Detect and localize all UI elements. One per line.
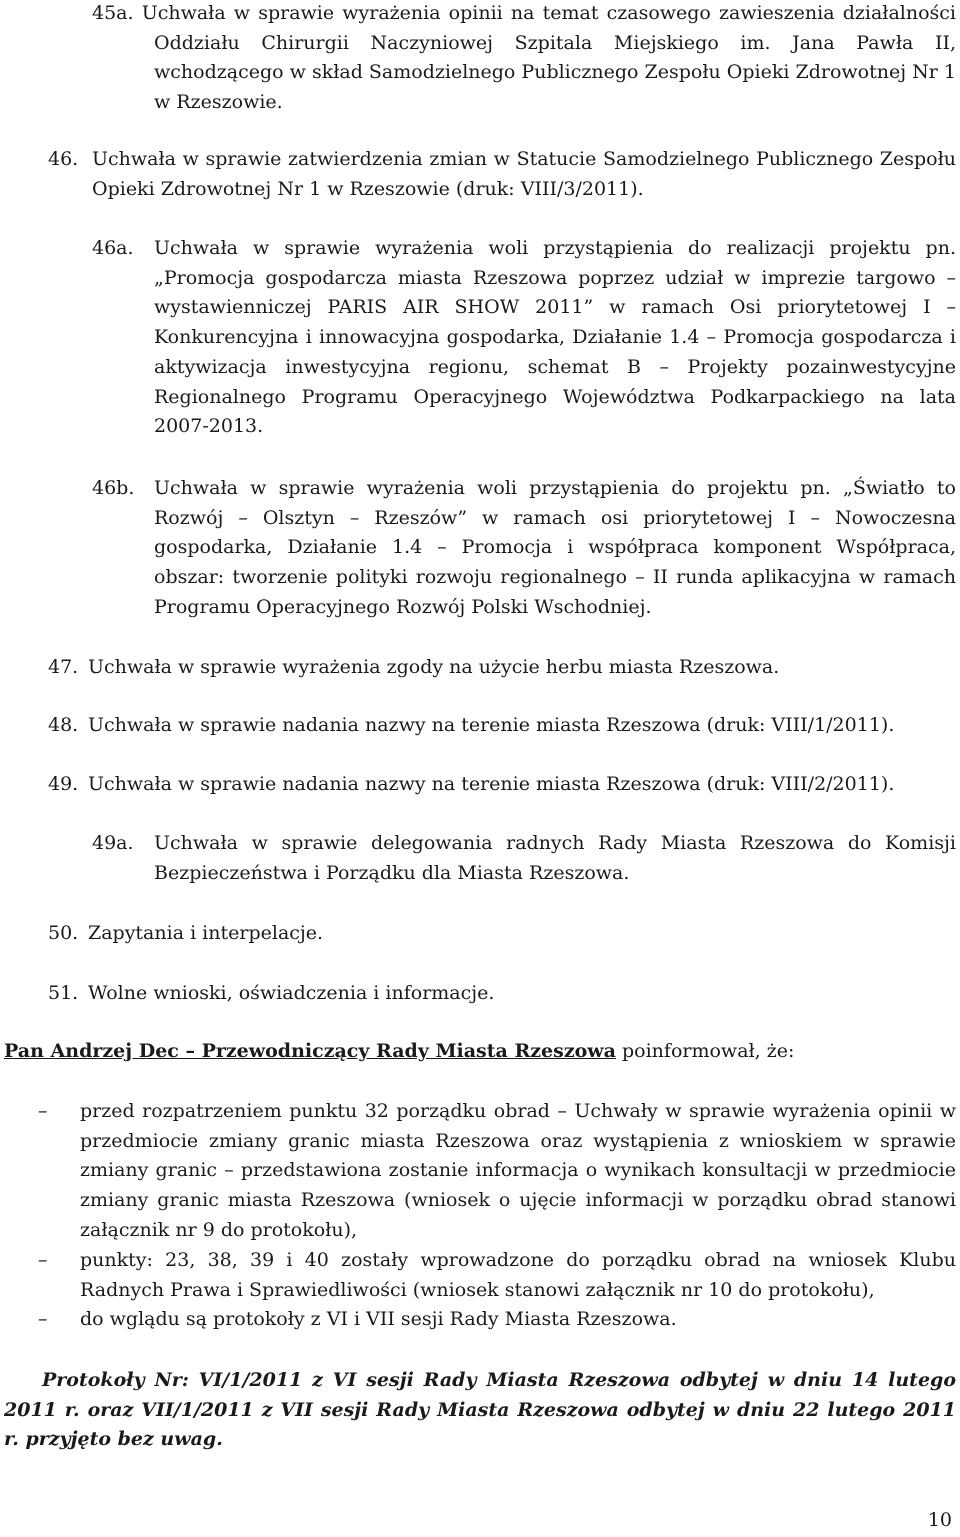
bullet-item-1 [4, 1097, 956, 1246]
conclusion-text: Protokoły Nr: VI/1/2011 z VI sesji Rady Miasta Rzeszowa odbytej w dniu 14 lutego 2011 r. oraz VII/1/2011 z VII sesji Rady Miasta Rzeszowa odbytej w dniu 22 lutego 2011 r. przyjęto bez uwag. [4, 1369, 956, 1451]
speaker-name: Pan Andrzej Dec – Przewodniczący Rady Miasta Rzeszowa [4, 1040, 616, 1062]
agenda-item-47 [48, 653, 956, 683]
agenda-item-49 [48, 770, 956, 800]
agenda-item-number: 48. [48, 714, 79, 736]
agenda-item-number: 50. [48, 922, 79, 944]
bullet-item-3 [4, 1305, 956, 1335]
agenda-item-46a [92, 234, 956, 442]
agenda-item-46 [48, 145, 956, 204]
speaker-verb: poinformował, że: [622, 1040, 795, 1062]
dash-marker: – [38, 1100, 48, 1122]
agenda-item-45a [92, 0, 956, 118]
agenda-item-number: 47. [48, 656, 79, 678]
agenda-item-text: Uchwała w sprawie delegowania radnych Rady Miasta Rzeszowa do Komisji Bezpieczeństwa i Porządku dla Miasta Rzeszowa. [154, 832, 956, 884]
agenda-item-number: 45a. [92, 2, 134, 24]
dash-marker: – [38, 1308, 48, 1330]
agenda-item-number: 46. [48, 148, 79, 170]
protocol-approval-statement [4, 1366, 956, 1455]
bullet-text: do wglądu są protokoły z VI i VII sesji Rady Miasta Rzeszowa. [80, 1308, 677, 1330]
page-number: 10 [927, 1509, 952, 1531]
bullet-text: punkty: 23, 38, 39 i 40 zostały wprowadzone do porządku obrad na wniosek Klubu Radnych Prawa i Sprawiedliwości (wniosek stanowi załącznik nr 10 do protokołu), [80, 1249, 956, 1301]
agenda-item-number: 49. [48, 773, 79, 795]
bullet-item-2 [4, 1246, 956, 1305]
agenda-item-number: 46b. [92, 477, 135, 499]
agenda-item-text: Uchwała w sprawie nadania nazwy na terenie miasta Rzeszowa (druk: VIII/2/2011). [88, 773, 895, 795]
agenda-item-text: Uchwała w sprawie wyrażenia opinii na temat czasowego zawieszenia działalności Oddziału Chirurgii Naczyniowej Szpitala Miejskiego im. Jana Pawła II, wchodzącego w skład Samodzielnego Publicznego Zespołu Opieki Zdrowotnej Nr 1 w Rzeszowie. [141, 2, 956, 114]
agenda-item-text: Uchwała w sprawie zatwierdzenia zmian w Statucie Samodzielnego Publicznego Zespołu Opieki Zdrowotnej Nr 1 w Rzeszowie (druk: VIII/3/2011). [92, 148, 956, 200]
agenda-item-51 [48, 979, 956, 1009]
agenda-item-number: 49a. [92, 832, 134, 854]
agenda-item-49a [92, 829, 956, 888]
agenda-item-text: Wolne wnioski, oświadczenia i informacje. [88, 982, 495, 1004]
agenda-item-number: 46a. [92, 237, 134, 259]
agenda-item-text: Uchwała w sprawie wyrażenia woli przystąpienia do realizacji projektu pn. „Promocja gospodarcza miasta Rzeszowa poprzez udział w imprezie targowo – wystawienniczej PARIS AIR SHOW 2011” w ramach Osi priorytetowej I – Konkurencyjna i innowacyjna gospodarka, Działanie 1.4 – Promocja gospodarcza i aktywizacja inwestycyjna regionu, schemat B – Projekty pozainwestycyjne Regionalnego Programu Operacyjnego Województwa Podkarpackiego na lata 2007-2013. [154, 237, 956, 438]
agenda-item-text: Uchwała w sprawie nadania nazwy na terenie miasta Rzeszowa (druk: VIII/1/2011). [88, 714, 895, 736]
agenda-item-text: Zapytania i interpelacje. [88, 922, 324, 944]
agenda-item-text: Uchwała w sprawie wyrażenia woli przystąpienia do projektu pn. „Światło to Rozwój – Olsztyn – Rzeszów” w ramach osi priorytetowej I – Nowoczesna gospodarka, Działanie 1.4 – Promocja i współpraca komponent Współpraca, obszar: tworzenie polityki rozwoju regionalnego – II runda aplikacyjna w ramach Programu Operacyjnego Rozwój Polski Wschodniej. [154, 477, 956, 618]
bullet-text: przed rozpatrzeniem punktu 32 porządku obrad – Uchwały w sprawie wyrażenia opinii w przedmiocie zmiany granic miasta Rzeszowa oraz wystąpienia z wnioskiem w sprawie zmiany granic – przedstawiona zostanie informacja o wynikach konsultacji w przedmiocie zmiany granic miasta Rzeszowa (wniosek o ujęcie informacji w porządku obrad stanowi załącznik nr 9 do protokołu), [80, 1100, 956, 1241]
agenda-item-48 [48, 711, 956, 741]
agenda-item-46b [92, 474, 956, 623]
agenda-item-50 [48, 919, 956, 949]
speaker-line [4, 1037, 956, 1067]
agenda-item-text: Uchwała w sprawie wyrażenia zgody na użycie herbu miasta Rzeszowa. [88, 656, 780, 678]
dash-marker: – [38, 1249, 48, 1271]
agenda-item-number: 51. [48, 982, 79, 1004]
